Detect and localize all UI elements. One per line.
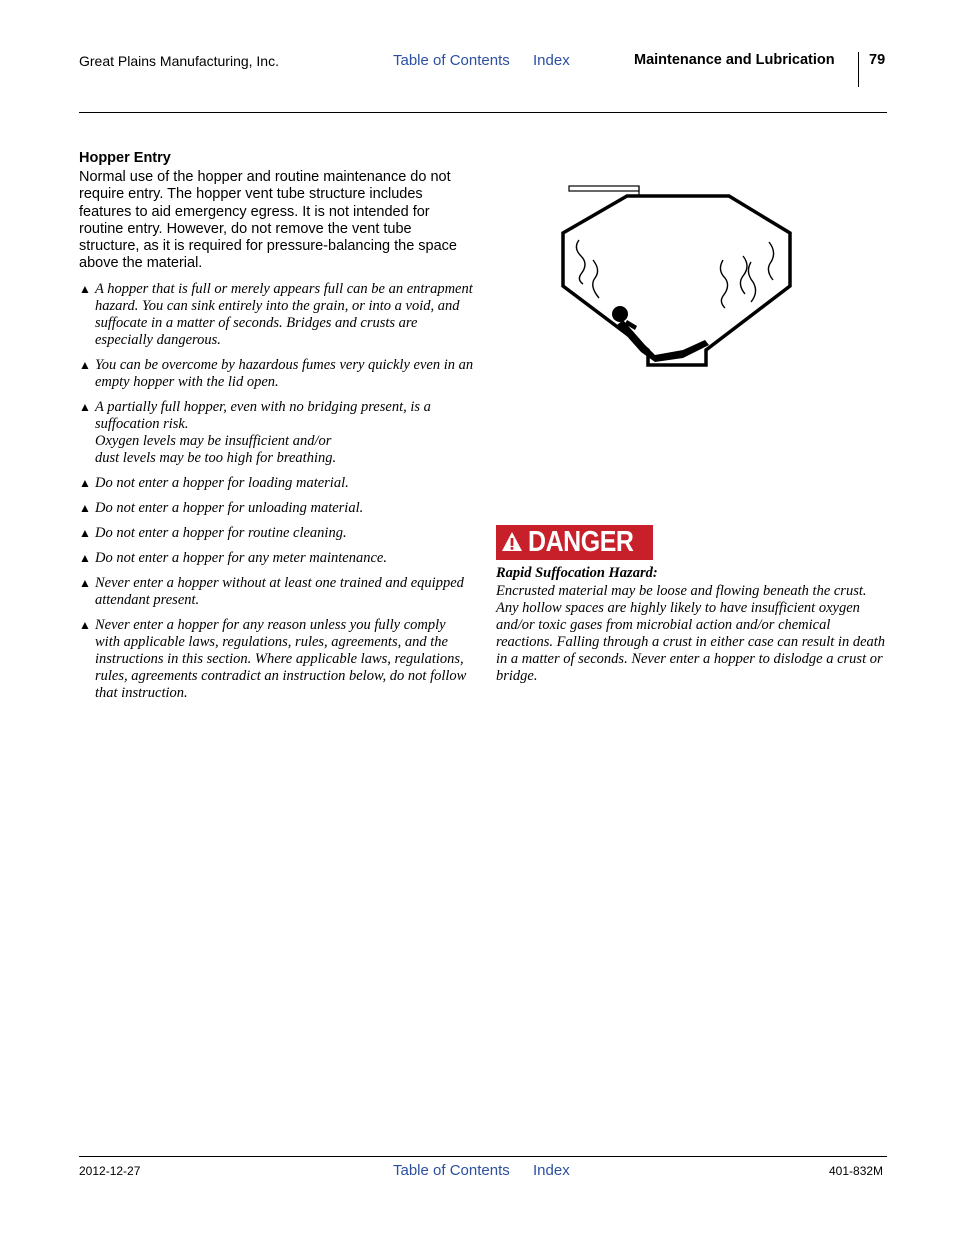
hazard-description: Encrusted material may be loose and flowing beneath the crust. Any hollow spaces are highly likely to have insufficient oxygen and/or toxic gases from microbial action and/or chemical reactions. Falling through a crust in either case can result in death in a matter of seconds. Never enter a hopper to dislodge a crust or bridge.: [496, 583, 886, 685]
list-item: ▲ Do not enter a hopper for any meter maintenance.: [79, 550, 387, 566]
list-item: ▲ Do not enter a hopper for routine cleaning.: [79, 525, 347, 542]
list-item: ▲ Never enter a hopper for any reason unless you fully comply with applicable laws, regulations, rules, agreements, and the instructions in this section. Where applicable laws, regulations, rules, agreements contradict an instruction below, do not follow that instruction.: [79, 616, 467, 702]
list-item: ▲ Do not enter a hopper for unloading material.: [79, 500, 364, 517]
warning-triangle-icon: ▲: [79, 400, 91, 415]
hopper-entrapment-illustration: [555, 180, 800, 372]
section-heading: Hopper Entry: [79, 150, 171, 166]
victim-figure-head: [612, 306, 628, 322]
index-link-top[interactable]: Index: [533, 52, 570, 69]
warning-triangle-icon: ▲: [79, 282, 91, 296]
index-link-bottom[interactable]: Index: [533, 1162, 570, 1179]
alert-triangle-icon: [501, 531, 523, 553]
warning-triangle-icon: ▲: [79, 551, 91, 565]
danger-label: DANGER: [528, 526, 634, 558]
list-item: ▲ A partially full hopper, even with no bridging present, is a suffocation risk. Oxygen levels may be insufficient and/or dust levels may be too high for breathing.: [79, 399, 431, 467]
warning-triangle-icon: ▲: [79, 617, 91, 632]
warning-triangle-icon: ▲: [79, 476, 91, 491]
header-rule: [79, 112, 887, 113]
page-number: 79: [869, 52, 886, 68]
warning-triangle-icon: ▲: [79, 526, 91, 541]
toc-link-top[interactable]: Table of Contents: [393, 52, 510, 69]
danger-badge: [496, 525, 653, 560]
hazard-title: Rapid Suffocation Hazard:: [496, 565, 658, 581]
intro-paragraph: Normal use of the hopper and routine maintenance do not require entry. The hopper vent tube structure includes features to aid emergency egress. It is not intended for routine entry. However, do not remove the vent tube structure, as it is required for pressure-balancing the space above the material.: [79, 169, 457, 272]
warning-triangle-icon: ▲: [79, 358, 91, 373]
header-divider: [858, 52, 859, 87]
list-item: ▲ Do not enter a hopper for loading material.: [79, 475, 349, 492]
warning-list: [79, 281, 474, 710]
warning-triangle-icon: ▲: [79, 575, 91, 590]
toc-link-bottom[interactable]: Table of Contents: [393, 1162, 510, 1179]
list-item: ▲ Never enter a hopper without at least one trained and equipped attendant present.: [79, 574, 464, 608]
footer-rule: [79, 1156, 887, 1157]
section-title: Maintenance and Lubrication: [634, 52, 835, 68]
list-item: ▲ A hopper that is full or merely appears full can be an entrapment hazard. You can sink entirely into the grain, or into a void, and suffocate in a matter of seconds. Bridges and crusts are especially dangerous.: [79, 281, 473, 349]
document-number: 401-832M: [829, 1164, 884, 1178]
company-name: Great Plains Manufacturing, Inc.: [79, 53, 279, 69]
warning-triangle-icon: ▲: [79, 501, 91, 516]
list-item: ▲ You can be overcome by hazardous fumes very quickly even in an empty hopper with the lid open.: [79, 357, 474, 391]
footer-date: 2012-12-27: [79, 1164, 141, 1178]
